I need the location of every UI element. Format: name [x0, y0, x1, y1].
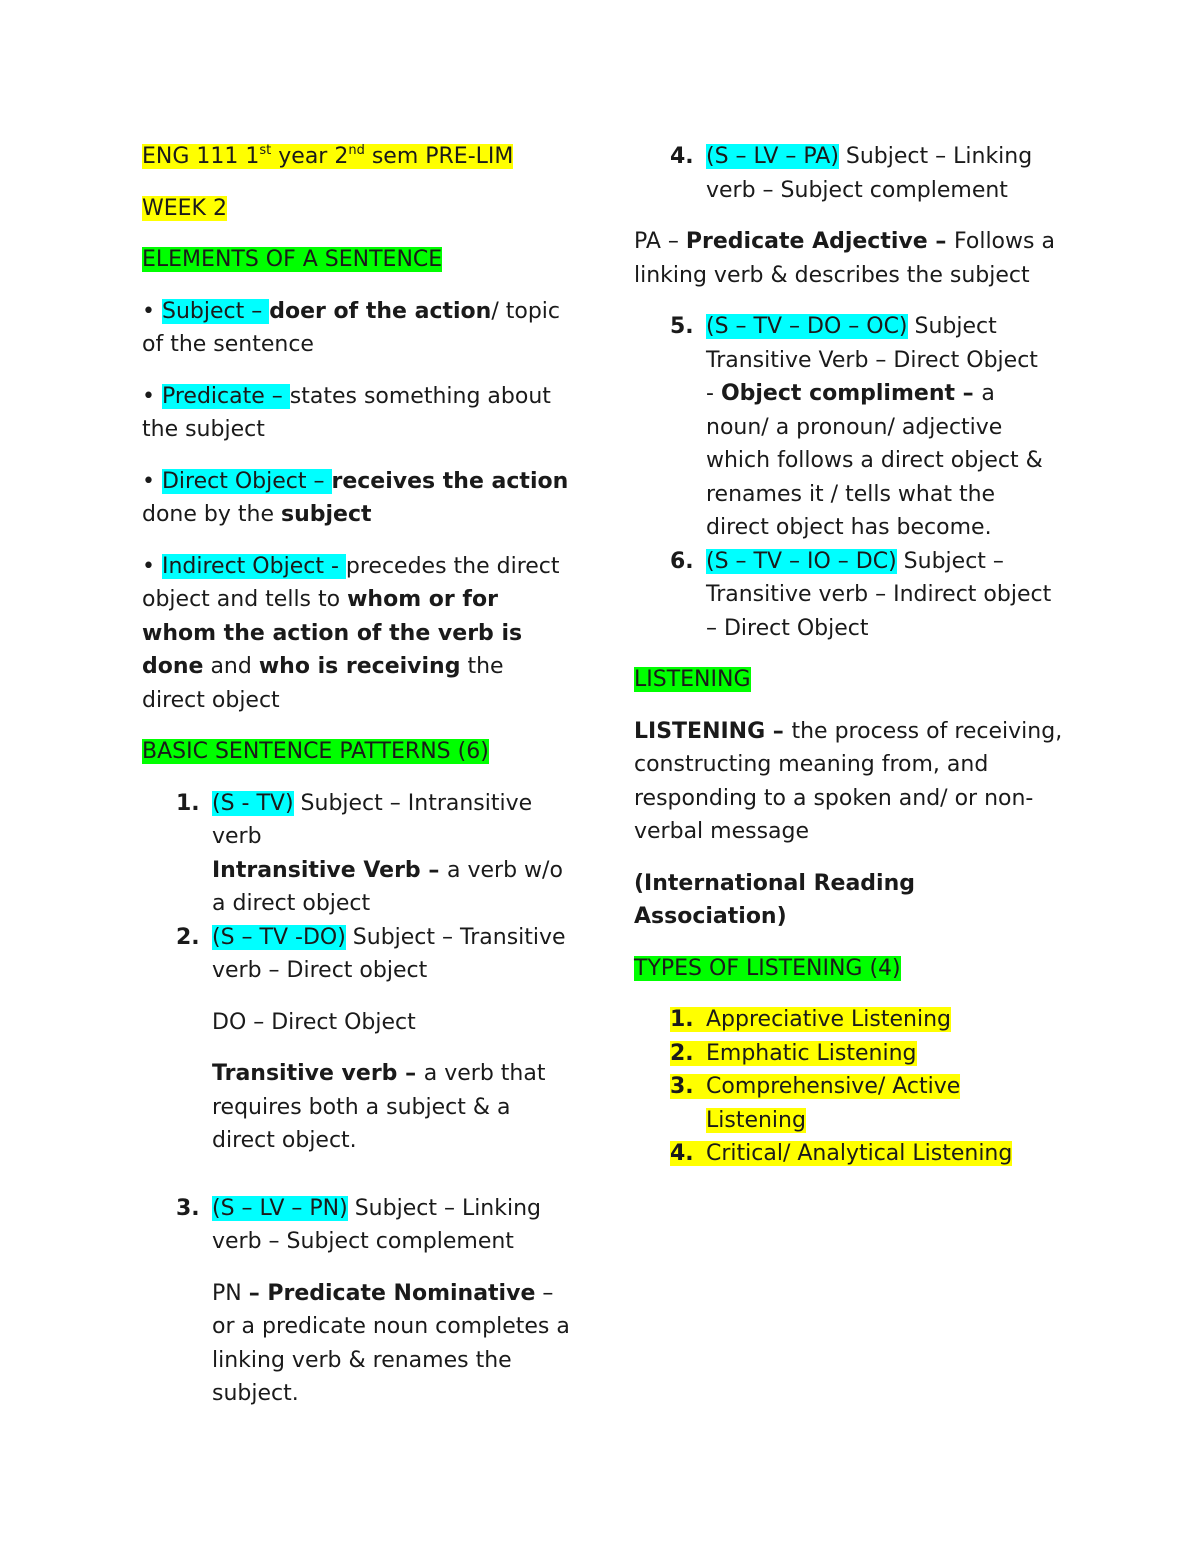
list-item: 4. Critical/ Analytical Listening — [670, 1141, 1013, 1166]
right-column — [634, 140, 1064, 1171]
element-predicate: • Predicate – states something about the subject — [142, 383, 551, 442]
heading-patterns: BASIC SENTENCE PATTERNS (6) — [142, 739, 489, 764]
element-direct-object: • Direct Object – receives the action done by the subject — [142, 468, 569, 527]
heading-types-listening: TYPES OF LISTENING (4) — [634, 955, 901, 981]
week-label: WEEK 2 — [142, 195, 227, 221]
heading-elements: ELEMENTS OF A SENTENCE — [142, 247, 443, 272]
heading-listening: LISTENING — [634, 667, 751, 692]
pattern-item-3: 3. (S – LV – PN) Subject – Linking verb – Subject complement PN – Predicate Nominative – or a predicate noun completes a linking verb & renames the subject. — [176, 1195, 570, 1406]
element-subject: • Subject – doer of the action/ topic of the sentence — [142, 298, 561, 357]
types-listening-list — [634, 1003, 1064, 1171]
pattern-item-2: 2. (S – TV -DO) Subject – Transitive verb – Direct object DO – Direct Object Transitive verb – a verb that requires both a subject & a direct object. — [176, 924, 566, 1153]
left-column — [142, 140, 572, 1411]
pattern-item-6: 6. (S – TV – IO – DC) Subject – Transitive verb – Indirect object – Direct Object — [670, 548, 1052, 641]
list-item: 1. Appreciative Listening — [670, 1007, 952, 1032]
pattern-item-1: 1. (S - TV) Subject – Intransitive verb Intransitive Verb – a verb w/o a direct object — [176, 790, 563, 916]
listening-definition: LISTENING – the process of receiving, constructing meaning from, and responding to a spoken and/ or non-verbal message — [634, 718, 1063, 844]
element-indirect-object: • Indirect Object - precedes the direct object and tells to whom or for whom the action of the verb is done and who is receiving the direct object — [142, 553, 560, 713]
course-title: ENG 111 1st year 2nd sem PRE-LIM — [142, 143, 514, 169]
list-item-continuation: Listening — [706, 1107, 806, 1133]
list-item: 2. Emphatic Listening — [670, 1040, 917, 1066]
listening-source: (International Reading Association) — [634, 870, 915, 929]
list-item: 3. Comprehensive/ Active — [670, 1074, 961, 1099]
pattern-item-5: 5. (S – TV – DO – OC) Subject Transitive Verb – Direct Object - Object compliment – a noun/ a pronoun/ adjective which follows a direct object & renames it / tells what the direct object has become. — [670, 314, 1043, 540]
pattern-item-4: 4. (S – LV – PA) Subject – Linking verb – Subject complement PA – Predicate Adjective – Follows a linking verb & describes the subject — [634, 144, 1055, 288]
